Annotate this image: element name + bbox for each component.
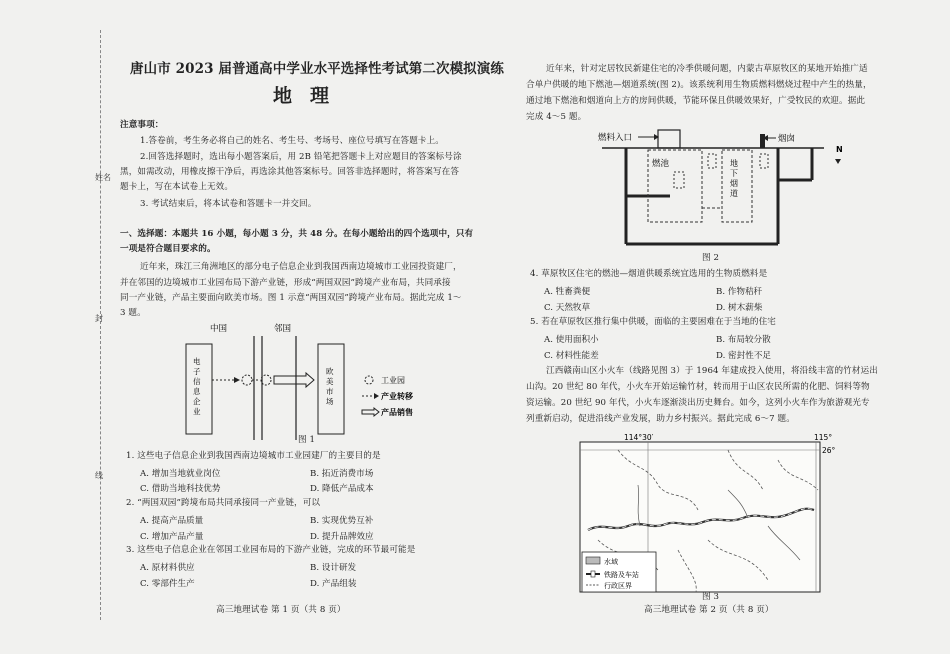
fig1-legend-park: 工业园 (381, 376, 405, 385)
question-3-option-b[interactable]: B. 设计研发 (310, 563, 357, 573)
question-2-option-d[interactable]: D. 提升品牌效应 (310, 532, 374, 542)
margin-name: 姓名 (95, 173, 111, 182)
fig1-legend-park-symbol (365, 376, 373, 384)
section-heading-cont: 一项是符合题目要求的。 (120, 244, 216, 254)
question-2-stem: 2. “两国双园”跨境布局共同承接同一产业链，可以 (126, 498, 321, 508)
question-5-stem: 5. 若在草原牧区推行集中供暖，面临的主要困难在于当地的住宅 (530, 317, 776, 327)
fig1-legend-transfer: 产业转移 (381, 392, 413, 401)
passage-line: 合单户供暖的地下燃池—烟道系统(图 2)。该系统利用生物质燃料燃烧过程中产生的热量， (526, 80, 872, 90)
question-4-option-a[interactable]: A. 牲畜粪便 (544, 287, 591, 297)
fig1-label-china: 中国 (210, 324, 228, 334)
fig1-legend-sales-symbol (362, 408, 379, 416)
fig1-park-china (242, 375, 252, 385)
page-footer-right: 高三地理试卷 第 2 页（共 8 页） (644, 605, 774, 615)
question-4-option-c[interactable]: C. 天然牧草 (544, 303, 591, 313)
fig3-lon-left: 114°30′ (624, 433, 654, 442)
margin-line: 线 (95, 471, 103, 480)
question-5-option-a[interactable]: A. 使用面积小 (544, 335, 599, 345)
section-heading: 一、选择题：本题共 16 小题，每小题 3 分，共 48 分。在每小题给出的四个选项中，只有 (120, 229, 474, 239)
fig2-fuel-inlet (658, 130, 680, 148)
fig1-enterprise-label: 电子信息企业 (193, 357, 201, 416)
question-4-option-b[interactable]: B. 作物秸秆 (716, 287, 763, 297)
fig2-chimney (760, 134, 765, 148)
passage-line: 近年来，珠江三角洲地区的部分电子信息企业到我国西南边境城市工业园投资建厂， (140, 262, 462, 272)
passage-line: 3 题。 (120, 308, 146, 318)
fig1-market-label: 欧美市场 (326, 367, 334, 406)
notice-line: 3. 考试结束后，将本试卷和答题卡一并交回。 (140, 199, 317, 209)
question-4-stem: 4. 草原牧区住宅的燃池—烟道供暖系统宜选用的生物质燃料是 (530, 269, 768, 279)
subject-title: 地理 (273, 85, 348, 107)
question-1-option-c[interactable]: C. 借助当地科技优势 (140, 484, 221, 494)
fig3-legend-rail: 铁路及车站 (604, 571, 639, 579)
figure-2-diagram (592, 126, 852, 254)
passage-line: 山沟。20 世纪 80 年代，小火车开始运输竹材，转而用于山区农民所需的化肥、饲料等物 (526, 382, 870, 392)
figure-2-caption: 图 2 (702, 253, 720, 263)
figure-1-caption: 图 1 (298, 435, 316, 445)
fig2-label-fuel: 燃料入口 (598, 133, 633, 143)
figure-3-map (578, 430, 838, 594)
exam-title: 唐山市 2023 届普通高中学业水平选择性考试第二次模拟演练 (130, 61, 504, 77)
fig1-sales-arrow (274, 373, 314, 387)
question-1-stem: 1. 这些电子信息企业到我国西南边境城市工业园建厂的主要目的是 (126, 451, 381, 461)
passage-line: 近年来，针对定居牧民新建住宅的冷季供暖问题，内蒙古草原牧区的某地开始推广适 (546, 64, 868, 74)
passage-line: 通过地下燃池和烟道向上方的房间供暖，节能环保且供暖效果好，广受牧民的欢迎。据此 (526, 96, 866, 106)
fig1-label-neighbor: 邻国 (274, 324, 292, 334)
fig2-label-north: N (836, 145, 843, 154)
fig2-label-flue: 地下烟道 (730, 159, 738, 198)
notice-line: 黑，如需改动，用橡皮擦干净后，再选涂其他答案标号。回答非选择题时，将答案写在答 (120, 167, 460, 177)
figure-1-diagram (178, 322, 478, 444)
page-footer-left: 高三地理试卷 第 1 页（共 8 页） (216, 605, 346, 615)
passage-line: 同一产业链，产品主要面向欧美市场。图 1 示意“两国双园”跨境产业布局。据此完成 1～ (120, 293, 462, 303)
passage-line: 完成 4～5 题。 (526, 112, 587, 122)
figure-3-caption: 图 3 (702, 592, 720, 602)
question-5-option-d[interactable]: D. 密封性不足 (716, 351, 772, 361)
question-5-option-c[interactable]: C. 材料性能差 (544, 351, 599, 361)
question-3-option-d[interactable]: D. 产品组装 (310, 579, 357, 589)
question-1-option-a[interactable]: A. 增加当地就业岗位 (140, 469, 221, 479)
question-2-option-a[interactable]: A. 提高产品质量 (140, 516, 204, 526)
fig3-lon-right: 115° (814, 433, 833, 442)
fig3-lat: 26° (822, 446, 836, 455)
question-1-option-b[interactable]: B. 拓近消费市场 (310, 469, 374, 479)
notice-line: 2.回答选择题时，选出每小题答案后，用 2B 铅笔把答题卡上对应题目的答案标号涂 (140, 152, 462, 162)
fig3-legend-water-symbol (586, 557, 600, 564)
margin-seal: 封 (95, 314, 103, 323)
question-5-option-b[interactable]: B. 布局较分散 (716, 335, 771, 345)
notice-heading: 注意事项： (120, 120, 164, 130)
question-3-option-a[interactable]: A. 原材料供应 (140, 563, 195, 573)
fig3-legend-border: 行政区界 (604, 582, 632, 590)
fig1-legend-sales: 产品销售 (381, 408, 413, 417)
question-3-stem: 3. 这些电子信息企业在邻国工业园布局的下游产业链，完成的环节最可能是 (126, 545, 416, 555)
question-2-option-b[interactable]: B. 实现优势互补 (310, 516, 374, 526)
fig2-label-chimney: 烟囱 (778, 134, 796, 144)
fig2-label-pool: 燃池 (652, 159, 670, 169)
passage-line: 江西赣南山区小火车（线路见图 3）于 1964 年建成投入使用，将沿线丰富的竹材运出 (546, 366, 878, 376)
page-right (520, 0, 940, 654)
passage-line: 资运输。20 世纪 90 年代，小火车逐渐淡出历史舞台。如今，这列小火车作为旅游观光专 (526, 398, 870, 408)
notice-line: 题卡上，写在本试卷上无效。 (120, 182, 234, 192)
fig3-legend-water: 水域 (604, 558, 618, 566)
question-4-option-d[interactable]: D. 树木薪柴 (716, 303, 763, 313)
question-3-option-c[interactable]: C. 零部件生产 (140, 579, 195, 589)
question-2-option-c[interactable]: C. 增加产品产量 (140, 532, 204, 542)
page-left (68, 0, 504, 654)
question-1-option-d[interactable]: D. 降低产品成本 (310, 484, 374, 494)
notice-line: 1.答卷前，考生务必将自己的姓名、考生号、考场号、座位号填写在答题卡上。 (140, 136, 444, 146)
passage-line: 并在邻国的边境城市工业园布局下游产业链，形成“两国双园”跨境产业布局，共同承接 (120, 278, 451, 288)
passage-line: 列重新启动，促进沿线产业发展，助力乡村振兴。据此完成 6～7 题。 (526, 414, 795, 424)
